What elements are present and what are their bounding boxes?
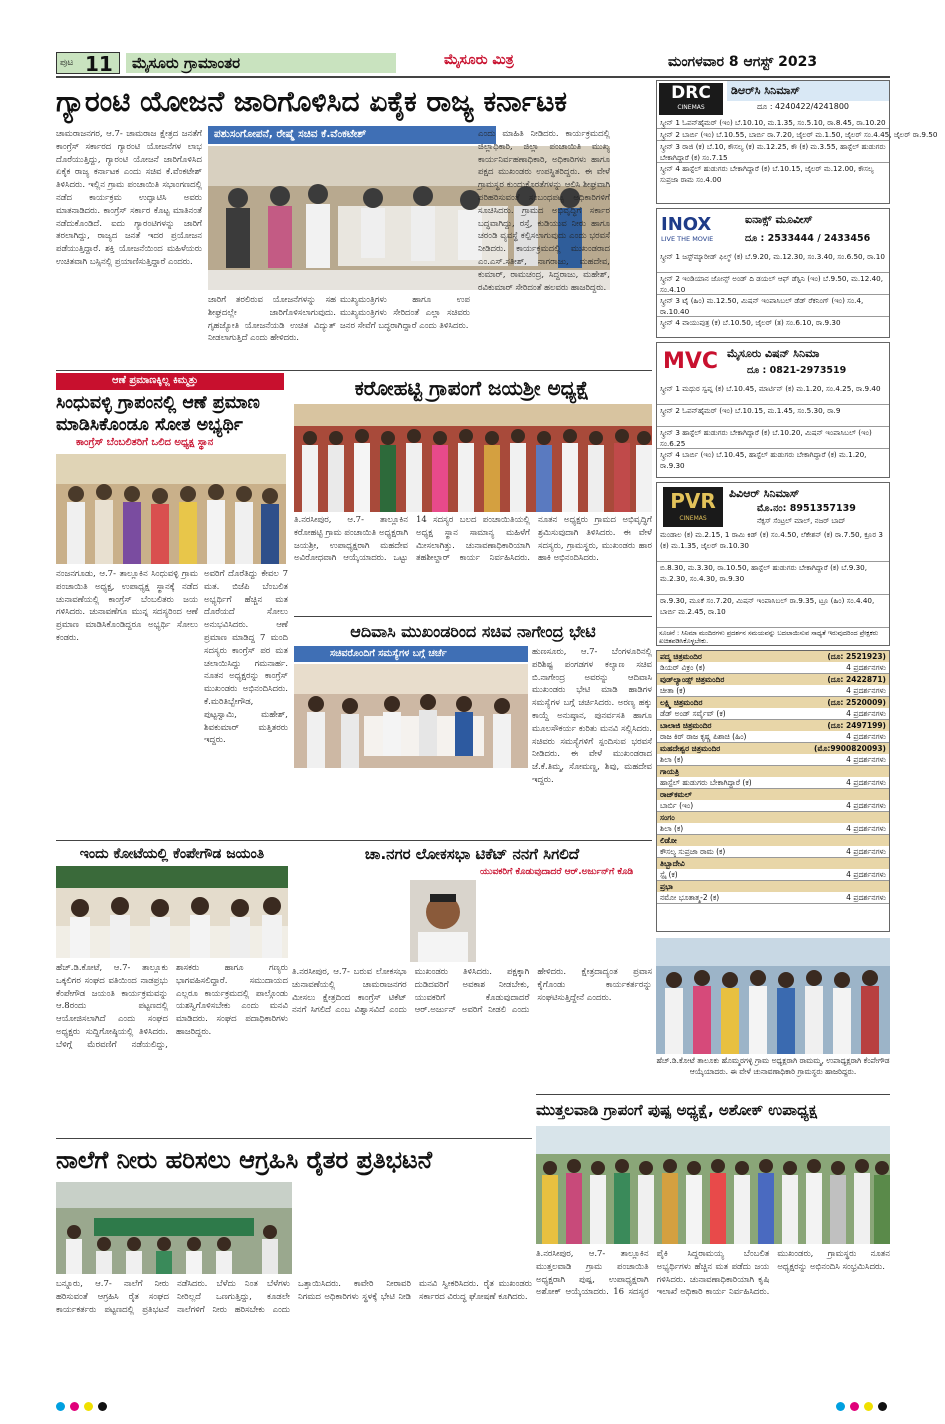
lead-bottom-rule xyxy=(56,370,652,371)
protest-body-side xyxy=(296,1182,532,1276)
mvc-phone: ದೂ : 0821-2973519 xyxy=(747,365,847,376)
theatre-shows: 4 ಪ್ರದರ್ಶನಗಳು xyxy=(846,824,886,833)
theatre-shows: 4 ಪ್ರದರ್ಶನಗಳು xyxy=(846,893,886,902)
adivasi-banner xyxy=(294,646,528,662)
karohatti-photo xyxy=(294,404,652,512)
sindhuvalli-kicker xyxy=(56,373,284,390)
theatre-shows: 4 ಪ್ರದರ್ಶನಗಳು xyxy=(846,663,886,672)
theatre-phone: (ದೂ: 2422871) xyxy=(827,675,886,684)
registration-marks xyxy=(56,1402,890,1414)
inox-logo xyxy=(661,215,741,249)
theatre-phone: (ದೂ: 2520009) xyxy=(827,698,886,707)
muttalawadi-photo xyxy=(536,1126,890,1244)
magenta-mark xyxy=(70,1402,79,1411)
theatre-phone: (ದೂ: 2521923) xyxy=(827,652,886,661)
theatre-film: ಹಾಸ್ಟೆಲ್ ಹುಡುಗರು ಬೇಕಾಗಿದ್ದಾರೆ (ಕ) xyxy=(660,778,752,787)
mvc-logo: MVC xyxy=(663,349,719,374)
theatre-name: ಬಾಲಾಜಿ ಚಿತ್ರಮಂದಿರ xyxy=(660,721,712,730)
theatre-name-row xyxy=(657,651,889,662)
inox-logo-text: INOX xyxy=(661,214,712,235)
theatre-name: ರಾಜ್‌ಕಮಲ್ xyxy=(660,790,692,799)
issue-date: ಮಂಗಳವಾರ 8 ಆಗಸ್ಟ್ 2023 xyxy=(668,54,818,70)
theatre-shows: 4 ಪ್ರದರ್ಶನಗಳು xyxy=(846,870,886,879)
pvr-logo-text: PVR xyxy=(670,489,716,513)
theatre-film: ಶಿಲಾ (ಕ) xyxy=(660,755,684,764)
theatre-name-row xyxy=(657,789,889,800)
inox-logo-sub: LIVE THE MOVIE xyxy=(661,235,714,243)
lead-col-4: ಎಂದು ಮಾಹಿತಿ ನೀಡಿದರು. ಕಾರ್ಯಕ್ರಮದಲ್ಲಿ ಜಿಲ್ಲಾಧಿಕಾರಿ, ಜಿಲ್ಲಾ ಪಂಚಾಯಿತಿ ಮುಖ್ಯ ಕಾರ್ಯನಿರ್ವಹಣಾಧಿಕಾರಿ, ಅಧಿಕಾರಿಗಳು ಹಾಗೂ ಪಕ್ಷದ ಮುಖಂಡರು ಉಪಸ್ಥಿತರಿದ್ದರು. ಈ ವೇಳೆ ಗ್ರಾಮಸ್ಥರ ಕುಂದುಕೊರತೆಗಳನ್ನು ಆಲಿಸಿ ಶೀಘ್ರವಾಗಿ ಪರಿಹರಿಸುವಂತೆ ಸಂಬಂಧಪಟ್ಟ ಅಧಿಕಾರಿಗಳಿಗೆ ಸೂಚಿಸಿದರು. ಗ್ರಾಮದ ಅಭಿವೃದ್ಧಿಗೆ ಸರ್ಕಾರ ಬದ್ಧವಾಗಿದ್ದು, ರಸ್ತೆ, ಕುಡಿಯುವ ನೀರು ಹಾಗೂ ಚರಂಡಿ ವ್ಯವಸ್ಥೆ ಕಲ್ಪಿಸಲಾಗುವುದು ಎಂದು ಭರವಸೆ ನೀಡಿದರು. ಕಾರ್ಯಕ್ರಮದಲ್ಲಿ ಮುಖಂಡರಾದ ಎಂ.ಎಸ್.ಸತೀಶ್, ನಾಗರಾಜು, ಮಹದೇವ, ಕುಮಾರ್, ರಾಮಚಂದ್ರ, ಸಿದ್ದರಾಜು, ಮಹೇಶ್, ರವಿಕುಮಾರ್ ಸೇರಿದಂತೆ ಹಲವರು ಹಾಜರಿದ್ದರು. xyxy=(478,129,610,293)
sindhuvalli-headline-1: ಸಿಂಧುವಳ್ಳಿ ಗ್ರಾಪಂನಲ್ಲಿ ಆಣೆ ಪ್ರಮಾಣ xyxy=(56,393,260,413)
chamarajanagar-portrait xyxy=(410,880,476,962)
pvr-row: ರಾ.9.30, ಮೂಕೆ ಸಂ.7.20, ಮಿಷನ್ ಇಂಪಾಸಿಬಲ್ ರಾ.9.35, ಟ್ರೂ (ಹಿಂ) ಸಂ.4.40, ಬಾರ್ಬಿ ಮ.2.45, ರಾ.10 xyxy=(657,595,889,628)
drc-row: ಸ್ಕ್ರೀನ್ 4 ಹಾಸ್ಟೆಲ್ ಹುಡುಗರು ಬೇಕಾಗಿದ್ದಾರೆ (ಕ) ಬೆ.10.15, ಜೈಲರ್ ಮ.12.00, ಕೌಸಲ್ಯ ಸುಪ್ರಜಾ ರಾಮ ಸಂ.4.00 xyxy=(660,164,874,184)
theatre-film-row xyxy=(657,662,889,674)
lead-photo-banner xyxy=(208,126,496,144)
theatre-film-row xyxy=(657,708,889,720)
protest-rule xyxy=(56,1138,532,1139)
theatre-film-row xyxy=(657,777,889,789)
theatre-film: ಡಿಯರ್ ವಿಕ್ರಂ (ಕ) xyxy=(660,663,705,672)
cyan-mark xyxy=(56,1402,65,1411)
pvr-logo-sub: CINEMAS xyxy=(679,515,707,522)
theatre-film-row xyxy=(657,846,889,858)
inox-row: ಸ್ಕ್ರೀನ್ 3 ಟೈ (ಹಿಂ) ಮ.12.50, ಮಿಷನ್ ಇಂಪಾಸಿಬಲ್ ಡೆಡ್ ರೆಕನಿಂಗ್ (ಇಂ) ಸಂ.4, ರಾ.10.40 xyxy=(657,295,889,317)
adivasi-banner-text: ಸಚಿವರೊಂದಿಗೆ ಸಮಸ್ಯೆಗಳ ಬಗ್ಗೆ ಚರ್ಚೆ xyxy=(330,648,447,659)
theatre-name-row xyxy=(657,881,889,892)
theatre-shows: 4 ಪ್ರದರ್ಶನಗಳು xyxy=(846,778,886,787)
section-title: ಮೈಸೂರು ಗ್ರಾಮಾಂತರ xyxy=(126,53,396,73)
theatre-name: ಪ್ರಭಾ xyxy=(660,882,673,891)
sindhuvalli-subhead: ಕಾಂಗ್ರೆಸ್ ಬೆಂಬಲಿತರಿಗೆ ಒಲಿದ ಅಧ್ಯಕ್ಷ ಸ್ಥಾನ xyxy=(76,437,214,448)
chamarajanagar-body: ತಿ.ನರಸೀಪುರ, ಆ.7- ಬರುವ ಲೋಕಸಭಾ ಚುನಾವಣೆಯಲ್ಲಿ ಚಾಮರಾಜನಗರ ಮೀಸಲು ಕ್ಷೇತ್ರದಿಂದ ಕಾಂಗ್ರೆಸ್ ಟಿಕೆಟ್ ನನಗೆ ಸಿಗಲಿದೆ ಎಂಬ ವಿಶ್ವಾಸವಿದೆ ಎಂದು ಮುಖಂಡರು ತಿಳಿಸಿದರು. ಪಕ್ಷಕ್ಕಾಗಿ ದುಡಿದವರಿಗೆ ಅವಕಾಶ ನೀಡಬೇಕು, ಯುವಕರಿಗೆ ಕೊಡುವುದಾದರೆ ಆರ್.ಅರ್ಜುನ್ ಅವರಿಗೆ ನೀಡಲಿ ಎಂದು ಹೇಳಿದರು. ಕ್ಷೇತ್ರದಾದ್ಯಂತ ಪ್ರವಾಸ ಕೈಗೊಂಡು ಕಾರ್ಯಕರ್ತರನ್ನು ಸಂಘಟಿಸುತ್ತಿದ್ದೇನೆ ಎಂದರು. xyxy=(292,967,652,1016)
theatre-film-row xyxy=(657,731,889,743)
drc-logo-text: DRC xyxy=(671,83,711,103)
sindhuvalli-headline-2: ಮಾಡಿಸಿಕೊಂಡೂ ಸೋತ ಅಭ್ಯರ್ಥಿ xyxy=(56,415,243,435)
drc-cinema-block xyxy=(656,80,938,204)
drc-phone: ದೂ : 4240422/4241800 xyxy=(757,102,850,111)
theatre-name-row xyxy=(657,674,889,685)
karohatti-headline: ಕರೋಹಟ್ಟಿ ಗ್ರಾಪಂಗೆ ಜಯಶ್ರೀ ಅಧ್ಯಕ್ಷೆ xyxy=(354,376,590,400)
lead-col-3: ಮುಖ್ಯಮಂತ್ರಿಗಳು ಹಾಗೂ ಉಪ ಮುಖ್ಯಮಂತ್ರಿಗಳು ಸೇರಿದಂತೆ ಎಲ್ಲಾ ಸಚಿವರು ಜನರ ಸೇವೆಗೆ ಬದ್ಧರಾಗಿದ್ದಾರೆ ಎಂದು ತಿಳಿಸಿದರು. xyxy=(340,295,470,331)
sindhuvalli-col-1: ನಂಜನಗೂಡು, ಆ.7- ತಾಲ್ಲೂಕಿನ ಸಿಂಧುವಳ್ಳಿ ಗ್ರಾಮ ಪಂಚಾಯಿತಿ ಅಧ್ಯಕ್ಷ, ಉಪಾಧ್ಯಕ್ಷ ಸ್ಥಾನಕ್ಕೆ ನಡೆದ ಚುನಾವಣೆಯಲ್ಲಿ ಕಾಂಗ್ರೆಸ್ ಬೆಂಬಲಿತರು ಜಯ ಗಳಿಸಿದರು. ಚುನಾವಣೆಗೂ ಮುನ್ನ ಸದಸ್ಯರಿಂದ ಆಣೆ ಪ್ರಮಾಣ ಮಾಡಿಸಿಕೊಂಡಿದ್ದರೂ ಅಭ್ಯರ್ಥಿ ಸೋಲು ಕಂಡರು. xyxy=(56,569,198,643)
drc-row: ಸ್ಕ್ರೀನ್ 1 ಓಪನ್‌ಹೈಮರ್ (ಇಂ) ಬೆ.10.10, ಮ.1.35, ಸಂ.5.10, ರಾ.8.45, ರಾ.10.20 xyxy=(657,117,889,129)
theatre-shows: 4 ಪ್ರದರ್ಶನಗಳು xyxy=(846,755,886,764)
karohatti-rule xyxy=(294,616,652,617)
kempegowda-rule xyxy=(56,840,652,841)
inox-row: ಸ್ಕ್ರೀನ್ 4 ವಾಯುಪುತ್ರ (ಕ) ಬೆ.10.50, ಜೈಲರ್ (ತ) ಸಂ.6.10, ರಾ.9.30 xyxy=(660,318,841,327)
theatre-name-row xyxy=(657,697,889,708)
pvr-cinema-block xyxy=(656,482,890,646)
protest-body: ಬನ್ನೂರು, ಆ.7- ನಾಲೆಗೆ ನೀರು ಹರಿಸುವಂತೆ ಆಗ್ರಹಿಸಿ ರೈತ ಸಂಘದ ಕಾರ್ಯಕರ್ತರು ಪಟ್ಟಣದಲ್ಲಿ ಪ್ರತಿಭಟನೆ ನಡೆಸಿದರು. ಬೆಳೆದು ನಿಂತ ಬೆಳೆಗಳು ನೀರಿಲ್ಲದೆ ಒಣಗುತ್ತಿದ್ದು, ಕೂಡಲೇ ನಾಲೆಗಳಿಗೆ ನೀರು ಹರಿಸಬೇಕು ಎಂದು ಒತ್ತಾಯಿಸಿದರು. ಕಾವೇರಿ ನೀರಾವರಿ ನಿಗಮದ ಅಧಿಕಾರಿಗಳು ಸ್ಥಳಕ್ಕೆ ಭೇಟಿ ನೀಡಿ ಮನವಿ ಸ್ವೀಕರಿಸಿದರು. ರೈತ ಮುಖಂಡರು ಸರ್ಕಾರದ ವಿರುದ್ಧ ಘೋಷಣೆ ಕೂಗಿದರು. xyxy=(56,1279,532,1315)
mvc-cinema-block xyxy=(656,342,890,478)
theatre-name-row xyxy=(657,720,889,731)
kempegowda-body: ಹೆಚ್.ಡಿ.ಕೋಟೆ, ಆ.7- ತಾಲ್ಲೂಕು ಒಕ್ಕಲಿಗರ ಸಂಘದ ವತಿಯಿಂದ ನಾಡಪ್ರಭು ಕೆಂಪೇಗೌಡ ಜಯಂತಿ ಕಾರ್ಯಕ್ರಮವನ್ನು ಆ.8ರಂದು ಪಟ್ಟಣದಲ್ಲಿ ಆಯೋಜಿಸಲಾಗಿದೆ ಎಂದು ಸಂಘದ ಅಧ್ಯಕ್ಷರು ಸುದ್ದಿಗೋಷ್ಠಿಯಲ್ಲಿ ತಿಳಿಸಿದರು. ಬೆಳಿಗ್ಗೆ ಮೆರವಣಿಗೆ ನಡೆಯಲಿದ್ದು, ಶಾಸಕರು ಹಾಗೂ ಗಣ್ಯರು ಭಾಗವಹಿಸಲಿದ್ದಾರೆ. ಸಮುದಾಯದ ಎಲ್ಲರೂ ಕಾರ್ಯಕ್ರಮದಲ್ಲಿ ಪಾಲ್ಗೊಂಡು ಯಶಸ್ವಿಗೊಳಿಸಬೇಕು ಎಂದು ಮನವಿ ಮಾಡಿದರು. ಸಂಘದ ಪದಾಧಿಕಾರಿಗಳು ಹಾಜರಿದ್ದರು. xyxy=(56,963,288,1050)
inox-phone: ದೂ : 2533444 / 2433456 xyxy=(745,233,871,244)
theatre-rows xyxy=(657,651,889,904)
muttalawadi-rule xyxy=(536,1094,890,1095)
inox-showtimes xyxy=(657,251,889,328)
mvc-showtimes xyxy=(657,383,889,471)
black-mark xyxy=(878,1402,887,1411)
protest-headline: ನಾಲೆಗೆ ನೀರು ಹರಿಸಲು ಆಗ್ರಹಿಸಿ ರೈತರ ಪ್ರತಿಭಟನೆ xyxy=(56,1146,433,1174)
theatre-name: ಗಾಯತ್ರಿ xyxy=(660,767,680,776)
mvc-row: ಸ್ಕ್ರೀನ್ 3 ಹಾಸ್ಟೆಲ್ ಹುಡುಗರು ಬೇಕಾಗಿದ್ದಾರೆ (ಕ) ಬೆ.10.20, ಮಿಷನ್ ಇಂಪಾಸಿಬಲ್ (ಇಂ) ಸಂ.6.25 xyxy=(657,427,889,449)
theatre-shows: 4 ಪ್ರದರ್ಶನಗಳು xyxy=(846,732,886,741)
theatre-film: ಕೌಸಲ್ಯ ಸುಪ್ರಜಾ ರಾಮ (ಕ) xyxy=(660,847,726,856)
drc-row: ಸ್ಕ್ರೀನ್ 3 ರಾಜಿ (ಕ) ಬೆ.10, ಕೌಸಲ್ಯ (ಕ) ಮ.12.25, ಕೌ (ಕ) ಮ.3.55, ಹಾಸ್ಟೆಲ್ ಹುಡುಗರು ಬೇಕಾಗಿದ್ದಾರೆ (ಕ) ಸಂ.7.15 xyxy=(657,141,889,163)
theatre-name: ಮಹದೇಶ್ವರ ಚಿತ್ರಮಂದಿರ xyxy=(660,744,721,753)
pvr-logo xyxy=(663,487,723,527)
theatre-film-row xyxy=(657,754,889,766)
theatre-shows: 4 ಪ್ರದರ್ಶನಗಳು xyxy=(846,709,886,718)
adivasi-photo xyxy=(294,664,528,768)
theatre-phone: (ದೂ: 2497199) xyxy=(827,721,886,730)
page-number: 11 xyxy=(85,52,113,76)
mvc-row: ಸ್ಕ್ರೀನ್ 1 ಮಧುರ ಸ್ವಪ್ನ (ಕ) ಬೆ.10.45, ಮಾರ್ಟಿನ್ (ಕ) ಮ.1.20, ಸಂ.4.25, ರಾ.9.40 xyxy=(657,383,889,405)
theatre-list xyxy=(656,650,890,932)
theatre-name-row xyxy=(657,858,889,869)
adivasi-body-lower xyxy=(294,770,528,838)
theatre-film: ನಮೋ ಭೂತಾತ್ಮ-2 (ಕ) xyxy=(660,893,720,902)
theatre-name-row xyxy=(657,766,889,777)
theatre-name: ಸಂಗಂ xyxy=(660,813,675,822)
lead-photo-banner-text: ಪಶುಸಂಗೋಪನೆ, ರೇಷ್ಮೆ ಸಚಿವ ಕೆ.ವೆಂಕಟೇಶ್ xyxy=(214,128,367,140)
theatre-film: ಚೀತಾ (ಕ) xyxy=(660,686,686,695)
theatre-phone: (ಮೊ:9900820093) xyxy=(814,744,886,753)
yellow-mark xyxy=(864,1402,873,1411)
theatre-film-row xyxy=(657,869,889,881)
inox-name: ಐನಾಕ್ಸ್ ಮೂವೀಸ್ xyxy=(745,213,813,226)
page-number-box xyxy=(56,52,120,74)
mvc-row: ಸ್ಕ್ರೀನ್ 4 ಬಾರ್ಬಿ (ಇಂ) ಬೆ.10.45, ಹಾಸ್ಟೆಲ್ ಹುಡುಗರು ಬೇಕಾಗಿದ್ದಾರೆ (ಕ) ಮ.1.20, ರಾ.9.30 xyxy=(660,450,867,470)
chamarajanagar-quote-text: ಯುವಕರಿಗೆ ಕೊಡುವುದಾದರೆ ಆರ್.ಅರ್ಜುನ್‌ಗೆ ಕೊಡಿ xyxy=(480,867,634,877)
inox-row: ಸ್ಕ್ರೀನ್ 1 ಜಸ್ಟ್‌ಮ್ಯಾರೀಡ್ ಫಿಲ್ಮ್ (ಕ) ಬೆ.9.20, ಮ.12.30, ಸಂ.3.40, ಸಂ.6.50, ರಾ.10 xyxy=(657,251,889,273)
black-mark xyxy=(98,1402,107,1411)
drc-logo xyxy=(659,83,723,115)
pvr-notice: ಸೂಚನೆ : ಸಿನಿಮಾ ಮಂದಿರಗಳು ಪ್ರದರ್ಶನ ಸಮಯವನ್ನು ಬದಲಾಯಿಸುವ ಸಾಧ್ಯತೆ ಇರುವುದರಿಂದ ಪ್ರೇಕ್ಷಕರು ಖಚಿತಪಡಿಸಿಕೊಳ್ಳಬೇಕು. xyxy=(659,629,879,645)
lead-col-2: ಜಾರಿಗೆ ತರಲಿರುವ ಯೋಜನೆಗಳನ್ನು ಸಹ ಶೀಘ್ರದಲ್ಲೇ ಜಾರಿಗೊಳಿಸಲಾಗುವುದು. ಗೃಹಜ್ಯೋತಿ ಯೋಜನೆಯಡಿ ಉಚಿತ ವಿದ್ಯುತ್ ನೀಡಲಾಗುತ್ತಿದೆ ಎಂದು ಹೇಳಿದರು. xyxy=(208,295,336,344)
kempegowda-headline: ಇಂದು ಕೋಟೆಯಲ್ಲಿ ಕೆಂಪೇಗೌಡ ಜಯಂತಿ xyxy=(79,846,265,862)
pvr-phone: ಮೊ.ನಂ: 8951357139 xyxy=(757,503,856,514)
sindhuvalli-kicker-text: ಆಣೆ ಪ್ರಮಾಣಕ್ಕಿಲ್ಲ ಕಿಮ್ಮತ್ತು xyxy=(112,375,199,386)
theatre-film-row xyxy=(657,823,889,835)
karohatti-body: ತಿ.ನರಸೀಪುರ, ಆ.7- ತಾಲ್ಲೂಕಿನ ಕರೋಹಟ್ಟಿ ಗ್ರಾಮ ಪಂಚಾಯಿತಿ ಅಧ್ಯಕ್ಷರಾಗಿ ಜಯಶ್ರೀ, ಉಪಾಧ್ಯಕ್ಷರಾಗಿ ಮಹದೇವ ಅವಿರೋಧವಾಗಿ ಆಯ್ಕೆಯಾದರು. ಒಟ್ಟು 14 ಸದಸ್ಯರ ಬಲದ ಪಂಚಾಯಿತಿಯಲ್ಲಿ ಅಧ್ಯಕ್ಷ ಸ್ಥಾನ ಸಾಮಾನ್ಯ ಮಹಿಳೆಗೆ ಮೀಸಲಾಗಿತ್ತು. ಚುನಾವಣಾಧಿಕಾರಿಯಾಗಿ ತಹಶೀಲ್ದಾರ್ ಕಾರ್ಯ ನಿರ್ವಹಿಸಿದರು. ನೂತನ ಅಧ್ಯಕ್ಷರು ಗ್ರಾಮದ ಅಭಿವೃದ್ಧಿಗೆ ಶ್ರಮಿಸುವುದಾಗಿ ತಿಳಿಸಿದರು. ಈ ವೇಳೆ ಸದಸ್ಯರು, ಗ್ರಾಮಸ್ಥರು, ಮುಖಂಡರು ಹಾರ ಹಾಕಿ ಅಭಿನಂದಿಸಿದರು. xyxy=(294,515,652,564)
pvr-row: ಬಿ.8.30, ಮ.3.30, ರಾ.10.50, ಹಾಸ್ಟೆಲ್ ಹುಡುಗರು ಬೇಕಾಗಿದ್ದಾರೆ (ಕ) ಬೆ.9.30, ಮ.2.30, ಸಂ.4.30, ರಾ.9.30 xyxy=(657,562,889,595)
adivasi-headline: ಆದಿವಾಸಿ ಮುಖಂಡರಿಂದ ಸಚಿವ ನಾಗೇಂದ್ರ ಭೇಟಿ xyxy=(350,622,596,641)
pvr-name: ಪಿವಿಆರ್ ಸಿನಿಮಾಸ್ xyxy=(729,487,800,500)
chamarajanagar-headline: ಚಾ.ನಗರ ಲೋಕಸಭಾ ಟಿಕೆಟ್ ನನಗೆ ಸಿಗಲಿದೆ xyxy=(364,845,580,863)
pvr-row: ಮಂಡಾಲ (ಕ) ಮ.2.15, 1 ರಾಮಿ ಕಿಡ್ (ಕ) ಸಂ.4.50, ಲೆಕೇಶನ್ (ಕ) ರಾ.7.50, ಕ್ರೂರ 3 (ಕ) ಮ.1.35, ಜೈಲರ್ ರಾ.10.30 xyxy=(657,529,889,562)
cyan-mark xyxy=(836,1402,845,1411)
theatre-film-row xyxy=(657,685,889,697)
lead-col-1: ಚಾಮರಾಜನಗರ, ಆ.7- ಚಾಮರಾಜ ಕ್ಷೇತ್ರದ ಜನತೆಗೆ ಕಾಂಗ್ರೆಸ್ ಸರ್ಕಾರದ ಗ್ಯಾರಂಟಿ ಯೋಜನೆಗಳ ಲಾಭ ದೊರೆಯುತ್ತಿದ್ದು, ಗ್ಯಾರಂಟಿ ಯೋಜನೆ ಜಾರಿಗೊಳಿಸಿದ ಏಕೈಕ ರಾಜ್ಯ ಕರ್ನಾಟಕ ಎಂದು ಸಚಿವ ಕೆ.ವೆಂಕಟೇಶ್ ತಿಳಿಸಿದರು. ಇಲ್ಲಿನ ಗ್ರಾಮ ಪಂಚಾಯಿತಿ ಸಭಾಂಗಣದಲ್ಲಿ ನಡೆದ ಕಾರ್ಯಕ್ರಮ ಉದ್ಘಾಟಿಸಿ ಅವರು ಮಾತನಾಡಿದರು. ಕಾಂಗ್ರೆಸ್ ಸರ್ಕಾರ ಕೊಟ್ಟ ಮಾತಿನಂತೆ ನಡೆದುಕೊಂಡಿದೆ. ಐದು ಗ್ಯಾರಂಟಿಗಳನ್ನು ಜಾರಿಗೆ ತರಲಾಗಿದ್ದು, ರಾಜ್ಯದ ಜನತೆ ಇದರ ಪ್ರಯೋಜನ ಪಡೆಯುತ್ತಿದ್ದಾರೆ. ಶಕ್ತಿ ಯೋಜನೆಯಿಂದ ಮಹಿಳೆಯರು ಉಚಿತವಾಗಿ ಬಸ್ಸಿನಲ್ಲಿ ಪ್ರಯಾಣಿಸುತ್ತಿದ್ದಾರೆ ಎಂದರು. xyxy=(56,129,202,267)
muttalawadi-body: ತಿ.ನರಸೀಪುರ, ಆ.7- ತಾಲ್ಲೂಕಿನ ಮುತ್ತಲವಾಡಿ ಗ್ರಾಮ ಪಂಚಾಯಿತಿ ಅಧ್ಯಕ್ಷರಾಗಿ ಪುಷ್ಪ, ಉಪಾಧ್ಯಕ್ಷರಾಗಿ ಅಶೋಕ್ ಆಯ್ಕೆಯಾದರು. 16 ಸದಸ್ಯರ ಪೈಕಿ ಸಿದ್ದರಾಮಯ್ಯ ಬೆಂಬಲಿತ ಅಭ್ಯರ್ಥಿಗಳು ಹೆಚ್ಚಿನ ಮತ ಪಡೆದು ಜಯ ಗಳಿಸಿದರು. ಚುನಾವಣಾಧಿಕಾರಿಯಾಗಿ ಕೃಷಿ ಇಲಾಖೆ ಅಧಿಕಾರಿ ಕಾರ್ಯ ನಿರ್ವಹಿಸಿದರು. ಮುಖಂಡರು, ಗ್ರಾಮಸ್ಥರು ನೂತನ ಅಧ್ಯಕ್ಷರನ್ನು ಅಭಿನಂದಿಸಿ ಸಂಭ್ರಮಿಸಿದರು. xyxy=(536,1249,890,1298)
theatre-name: ತಿಬ್ಬಾದೇವಿ xyxy=(660,859,685,868)
hd-kote-photo xyxy=(656,938,890,1054)
masthead xyxy=(56,52,890,74)
chamarajanagar-quote-banner xyxy=(480,866,652,894)
adivasi-body: ಹುಣಸೂರು, ಆ.7- ಬೆಂಗಳೂರಿನಲ್ಲಿ ಪರಿಶಿಷ್ಟ ಪಂಗಡಗಳ ಕಲ್ಯಾಣ ಸಚಿವ ಬಿ.ನಾಗೇಂದ್ರ ಅವರನ್ನು ಆದಿವಾಸಿ ಮುಖಂಡರು ಭೇಟಿ ಮಾಡಿ ಹಾಡಿಗಳ ಸಮಸ್ಯೆಗಳ ಬಗ್ಗೆ ಚರ್ಚಿಸಿದರು. ಅರಣ್ಯ ಹಕ್ಕು ಕಾಯ್ದೆ ಅನುಷ್ಠಾನ, ಪುನರ್ವಸತಿ ಹಾಗೂ ಮೂಲಸೌಕರ್ಯ ಕುರಿತು ಮನವಿ ಸಲ್ಲಿಸಿದರು. ಸಚಿವರು ಸಮಸ್ಯೆಗಳಿಗೆ ಸ್ಪಂದಿಸುವ ಭರವಸೆ ನೀಡಿದರು. ಈ ವೇಳೆ ಮುಖಂಡರಾದ ಜೆ.ಕೆ.ತಿಮ್ಮ, ಸೋಮಣ್ಣ, ಶಿವು, ಮಹದೇವ ಇದ್ದರು. xyxy=(532,647,652,785)
theatre-shows: 4 ಪ್ರದರ್ಶನಗಳು xyxy=(846,847,886,856)
inox-cinema-block xyxy=(656,208,890,338)
hd-kote-caption: ಹೆಚ್.ಡಿ.ಕೋಟೆ ತಾಲೂಕು ಹೊಮ್ಮರಗಳ್ಳಿ ಗ್ರಾಮ ಅಧ್ಯಕ್ಷರಾಗಿ ರಾಮಮ್ಮ, ಉಪಾಧ್ಯಕ್ಷರಾಗಿ ಕೆಂಪೇಗೌಡ ಆಯ್ಕೆಯಾದರು. ಈ ವೇಳೆ ಚುನಾವಣಾಧಿಕಾರಿ ಗ್ರಾಮಸ್ಥರು ಹಾಜರಿದ್ದರು. xyxy=(656,1056,890,1076)
drc-logo-sub: CINEMAS xyxy=(677,104,705,111)
theatre-film-row xyxy=(657,892,889,904)
inox-row: ಸ್ಕ್ರೀನ್ 2 ಇಂಡಿಯಾನ ಜೋನ್ಸ್ ಅಂಡ್ ದಿ ಡಯಲ್ ಆಫ್ ಡೆಸ್ಟಿನಿ (ಇಂ) ಬೆ.9.50, ಮ.12.40, ಸಂ.4.10 xyxy=(657,273,889,295)
theatre-shows: 4 ಪ್ರದರ್ಶನಗಳು xyxy=(846,686,886,695)
theatre-film: ಡೆಡ್ ಅಂಡ್ ಸರ್ವೈವ್ (ಕ) xyxy=(660,709,726,718)
yellow-mark xyxy=(84,1402,93,1411)
theatre-film: ಸ್ಪೈ (ಕ) xyxy=(660,870,678,879)
theatre-name: ಲಿಡೋ xyxy=(660,836,677,845)
theatre-film: ಶಿಲಾ (ಕ) xyxy=(660,824,684,833)
theatre-shows: 4 ಪ್ರದರ್ಶನಗಳು xyxy=(846,801,886,810)
mvc-name: ಮೈಸೂರು ವಿಷನ್ ಸಿನಿಮಾ xyxy=(727,347,820,360)
sindhuvalli-col-2: ಅವರಿಗೆ ದೊರೆತಿದ್ದು ಕೇವಲ 7 ಮತ. ಬಿಜೆಪಿ ಬೆಂಬಲಿತ ಅಭ್ಯರ್ಥಿಗೆ ಹೆಚ್ಚಿನ ಮತ ದೊರೆಯದೆ ಸೋಲು ಅನುಭವಿಸಿದರು. ಆಣೆ ಪ್ರಮಾಣ ಮಾಡಿದ್ದ 7 ಮಂದಿ ಸದಸ್ಯರು ಕಾಂಗ್ರೆಸ್ ಪರ ಮತ ಚಲಾಯಿಸಿದ್ದು ಗಮನಾರ್ಹ. ನೂತನ ಅಧ್ಯಕ್ಷರನ್ನು ಕಾಂಗ್ರೆಸ್ ಮುಖಂಡರು ಅಭಿನಂದಿಸಿದರು. ಕೆ.ಮರಿತಿಬ್ಬೇಗೌಡ, ಪುಟ್ಟಸ್ವಾಮಿ, ಮಹೇಶ್, ಶಿವಕುಮಾರ್ ಮತ್ತಿತರರು ಇದ್ದರು. xyxy=(204,569,288,746)
drc-row: ಸ್ಕ್ರೀನ್ 2 ಬಾರ್ಬಿ (ಇಂ) ಬೆ.10.55, ಬಾರ್ಬಿ ರಾ.7.20, ಜೈಲರ್ ಮ.1.50, ಜೈಲರ್ ಸಂ.4.45, ಜೈಲರ್ ರಾ.9.50 xyxy=(657,129,889,141)
kempegowda-photo xyxy=(56,866,288,958)
theatre-film-row xyxy=(657,800,889,812)
lead-headline: ಗ್ಯಾರಂಟಿ ಯೋಜನೆ ಜಾರಿಗೊಳಿಸಿದ ಏಕೈಕ ರಾಜ್ಯ ಕರ್ನಾಟಕ xyxy=(56,85,567,118)
muttalawadi-headline: ಮುತ್ತಲವಾಡಿ ಗ್ರಾಪಂಗೆ ಪುಷ್ಪ ಅಧ್ಯಕ್ಷೆ, ಅಶೋಕ್ ಉಪಾಧ್ಯಕ್ಷ xyxy=(536,1101,817,1119)
pvr-showtimes xyxy=(657,529,889,628)
masthead-rule xyxy=(56,76,890,78)
mvc-row: ಸ್ಕ್ರೀನ್ 2 ಓಪನ್‌ಹೈಮರ್ (ಇಂ) ಬೆ.10.15, ಮ.1.45, ಸಂ.5.30, ರಾ.9 xyxy=(657,405,889,427)
theatre-name: ವುಡ್‌ಲ್ಯಾಂಡ್ಸ್ ಚಿತ್ರಮಂದಿರ xyxy=(660,675,725,684)
pvr-address: ನೆಕ್ಸಸ್ ಸೆಂಟ್ರಲ್ ಮಾಲ್, ನಜರ್ ಬಾದ್ xyxy=(757,517,846,525)
theatre-film: ಬಾರ್ಬಿ (ಇಂ) xyxy=(660,801,694,810)
sindhuvalli-photo xyxy=(56,454,286,564)
theatre-name-row xyxy=(657,835,889,846)
theatre-name-row xyxy=(657,743,889,754)
theatre-film: ರಾಜ ಕಿರ್ ರಾಜ ಕೃಷ್ಣ ಪಿಶಾಚಿ (ಹಿಂ) xyxy=(660,732,747,741)
magenta-mark xyxy=(850,1402,859,1411)
drc-showtimes xyxy=(657,117,938,185)
theatre-name: ಲಕ್ಷ್ಮಿ ಚಿತ್ರಮಂದಿರ xyxy=(660,698,703,707)
theatre-name: ಪದ್ಮ ಚಿತ್ರಮಂದಿರ xyxy=(660,652,702,661)
theatre-name-row xyxy=(657,812,889,823)
page-label: ಪುಟ xyxy=(60,58,74,68)
drc-name: ಡಿಆರ್‌ಸಿ ಸಿನಿಮಾಸ್ xyxy=(727,81,889,101)
protest-photo xyxy=(56,1182,292,1274)
paper-logo: ಮೈಸೂರು ಮಿತ್ರ xyxy=(444,52,514,68)
